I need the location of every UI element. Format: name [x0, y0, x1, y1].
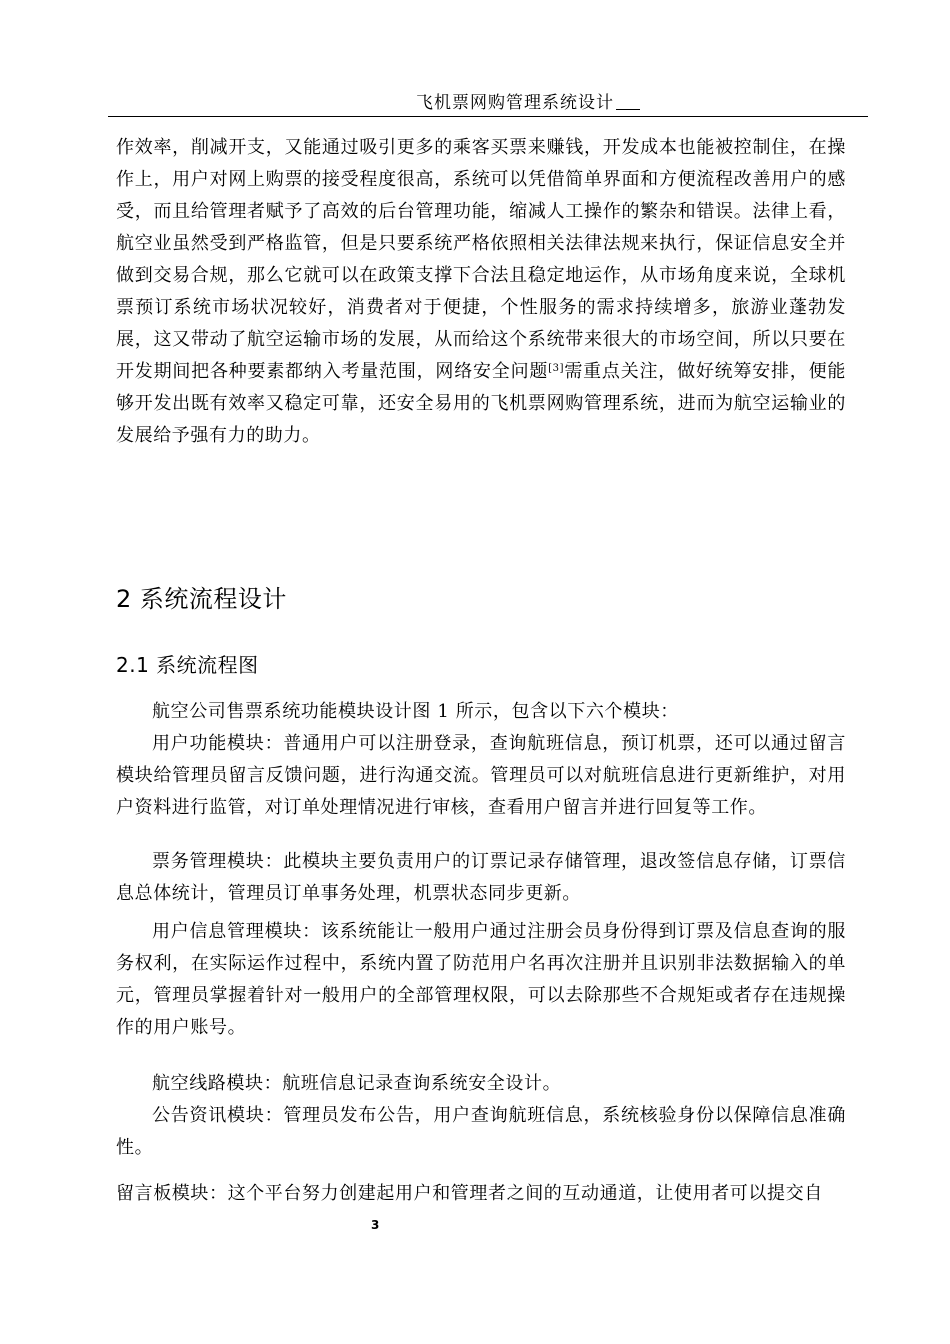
overview-paragraph: 航空公司售票系统功能模块设计图 1 所示，包含以下六个模块： [152, 701, 679, 722]
page-number: 3 [371, 1218, 380, 1232]
message-board-paragraph: 留言板模块：这个平台努力创建起用户和管理者之间的互动通道，让使用者可以提交自 [116, 1183, 823, 1204]
route-module-paragraph: 航空线路模块：航班信息记录查询系统安全设计。 [152, 1073, 562, 1094]
user-info-module-paragraph: 用户信息管理模块：该系统能让一般用户通过注册会员身份得到订票及信息查询的服务权利，在实际运作过程中，系统内置了防范用户名再次注册并且识别非法数据输入的单元，管理员掌握着针对一般用户的全部管理权限，可以去除那些不合规矩或者存在违规操作的用户账号。 [116, 921, 846, 1038]
subsection-heading: 2.1 系统流程图 [116, 653, 259, 677]
intro-paragraph [116, 132, 846, 452]
running-header [108, 92, 868, 117]
intro-text-b: 需重点关注，做好统筹安排，便能够开发出既有效率又稳定可靠，还安全易用的飞机票网购管理系统，进而为航空运输业的发展给予强有力的助力。 [116, 361, 846, 446]
header-underline [616, 108, 640, 110]
intro-text-a: 作效率，削减开支，又能通过吸引更多的乘客买票来赚钱，开发成本也能被控制住，在操作上，用户对网上购票的接受程度很高，系统可以凭借简单界面和方便流程改善用户的感受，而且给管理者赋予了高效的后台管理功能，缩减人工操作的繁杂和错误。法律上看，航空业虽然受到严格监管，但是只要系统严格依照相关法律法规来执行，保证信息安全并做到交易合规，那么它就可以在政策支撑下合法且稳定地运作，从市场角度来说，全球机票预订系统市场状况较好，消费者对于便捷，个性服务的需求持续增多，旅游业蓬勃发展，这又带动了航空运输市场的发展，从而给这个系统带来很大的市场空间，所以只要在开发期间把各种要素都纳入考量范围，网络安全问题 [116, 137, 846, 382]
section-heading: 2 系统流程设计 [116, 585, 287, 613]
notice-module-paragraph: 公告资讯模块：管理员发布公告，用户查询航班信息，系统核验身份以保障信息准确性。 [116, 1105, 846, 1158]
user-module-paragraph: 用户功能模块：普通用户可以注册登录，查询航班信息，预订机票，还可以通过留言模块给管理员留言反馈问题，进行沟通交流。管理员可以对航班信息进行更新维护，对用户资料进行监管，对订单处理情况进行审核，查看用户留言并进行回复等工作。 [116, 733, 846, 818]
citation-ref: [3] [548, 363, 565, 374]
header-title: 飞机票网购管理系统设计 [416, 93, 614, 113]
ticket-module-paragraph: 票务管理模块：此模块主要负责用户的订票记录存储管理，退改签信息存储，订票信息总体统计，管理员订单事务处理，机票状态同步更新。 [116, 851, 846, 904]
